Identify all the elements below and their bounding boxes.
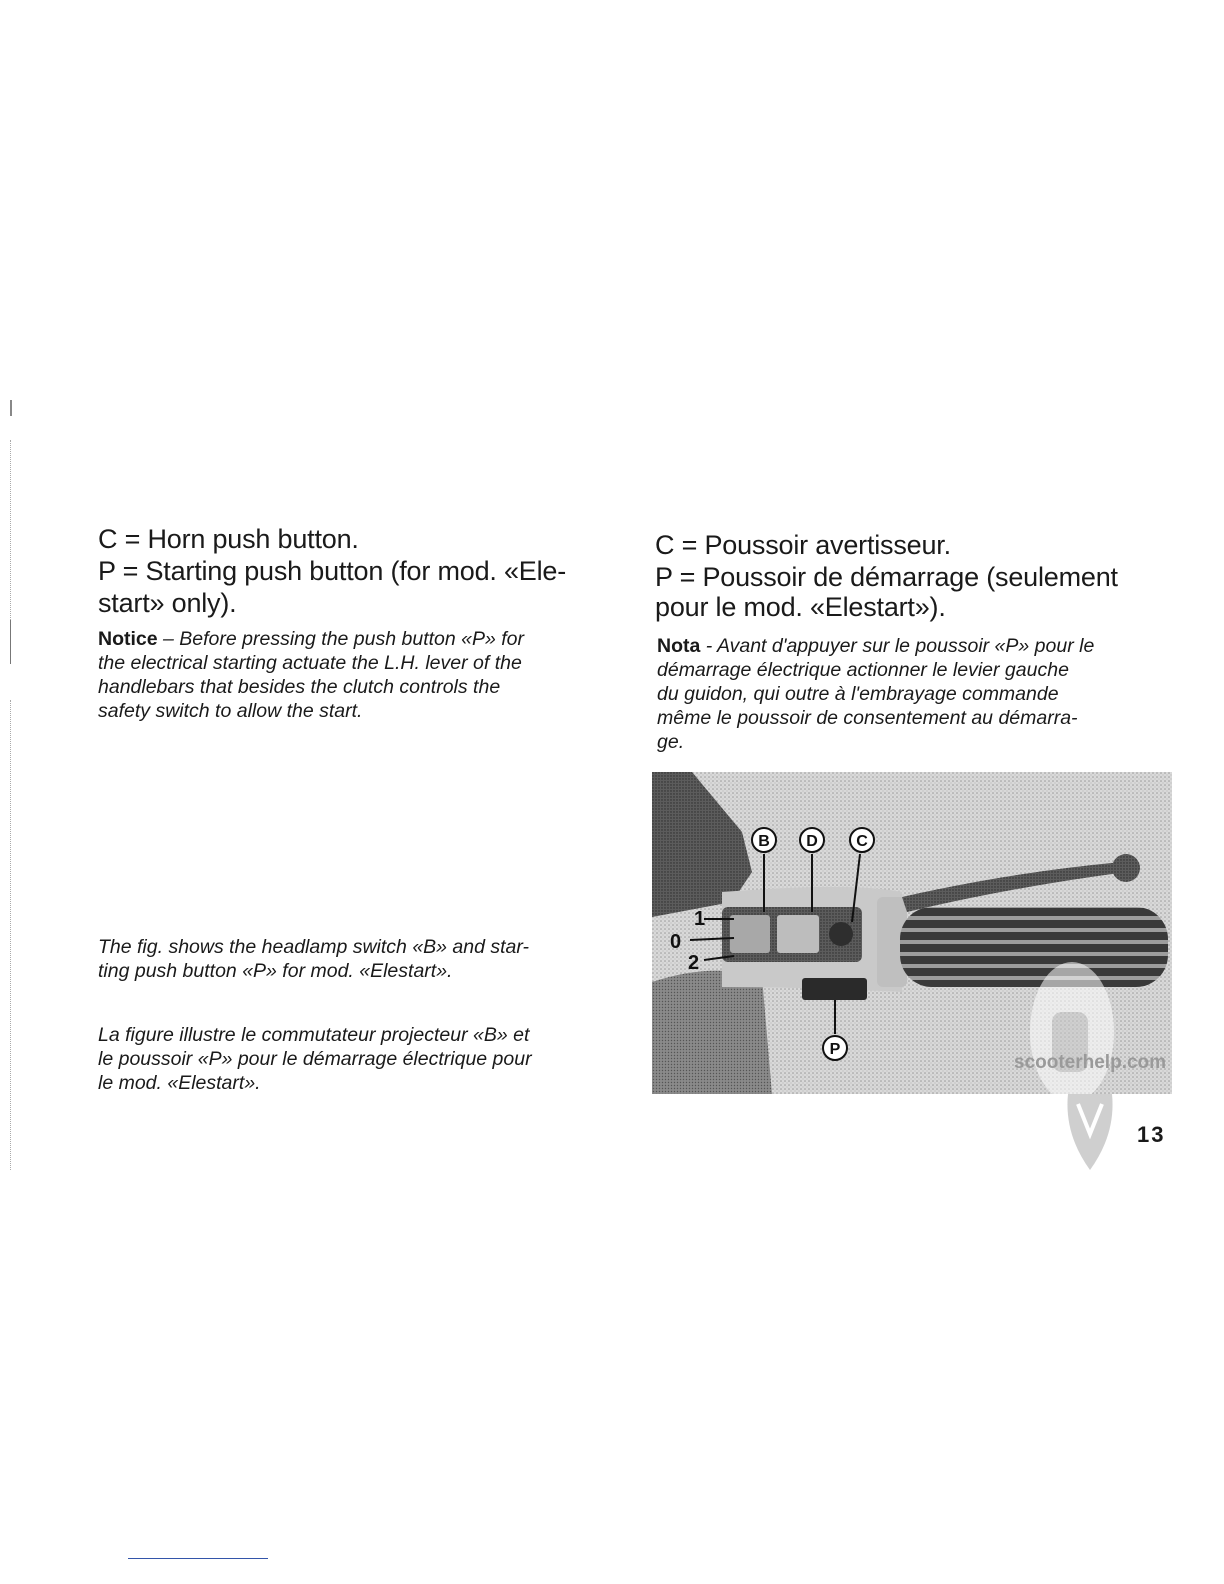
caption-fr-line-2: le poussoir «P» pour le démarrage électrique pour	[98, 1048, 532, 1070]
footer-rule	[128, 1558, 268, 1559]
callout-label-d: D	[806, 833, 818, 850]
nota-line-3: du guidon, qui outre à l'embrayage commande	[657, 683, 1059, 705]
caption-fr-line-1: La figure illustre le commutateur projecteur «B» et	[98, 1024, 530, 1046]
nota-line-4: même le poussoir de consentement au démarra-	[657, 707, 1078, 729]
callout-label-p: P	[829, 1041, 841, 1058]
headlamp-switch-b	[730, 915, 770, 953]
left-starting-line-2	[98, 588, 618, 619]
horn-button-c	[829, 922, 853, 946]
notice-line-2: the electrical starting actuate the L.H. lever of the	[98, 652, 522, 674]
left-starting-text-2: start» only).	[98, 588, 237, 618]
scan-edge-mark	[10, 620, 11, 664]
notice-line-1	[98, 627, 614, 651]
left-starting-text: P = Starting push button (for mod. «Ele-	[98, 556, 567, 586]
callout-label-b: B	[758, 833, 770, 850]
left-starting-line	[98, 556, 618, 587]
notice-label: Notice	[98, 628, 158, 650]
lever-ball-end	[1112, 854, 1140, 882]
scooter-lower-body	[652, 971, 772, 1094]
figure-caption-english	[98, 935, 618, 983]
starting-button-p	[802, 978, 867, 1000]
figure-caption-french	[98, 1023, 618, 1095]
caption-en-line-1: The fig. shows the headlamp switch «B» and star-	[98, 936, 530, 958]
handlebar-grip	[900, 907, 1168, 987]
right-horn-line	[655, 530, 1175, 561]
watermark-text: scooterhelp.com	[1014, 1052, 1167, 1073]
right-starting-line	[655, 562, 1175, 593]
position-label-1: 1	[694, 908, 706, 930]
handlebar-switch-illustration	[652, 772, 1172, 1094]
caption-en-line-2: ting push button «P» for mod. «Elestart».	[98, 960, 453, 982]
scan-edge-mark	[10, 400, 12, 416]
nota-paragraph	[657, 634, 1173, 754]
right-starting-text: P = Poussoir de démarrage (seulement	[655, 562, 1118, 592]
notice-paragraph	[98, 627, 614, 723]
nota-line-2: démarrage électrique actionner le levier gauche	[657, 659, 1069, 681]
left-horn-line	[98, 524, 618, 555]
notice-line-3: handlebars that besides the clutch controls the	[98, 676, 501, 698]
notice-text-1: – Before pressing the push button «P» for	[157, 628, 525, 650]
nota-line-5: ge.	[657, 731, 685, 753]
nota-line-1	[657, 634, 1173, 658]
caption-fr-line-3: le mod. «Elestart».	[98, 1072, 261, 1094]
handlebar-switch-photo	[652, 772, 1172, 1094]
notice-line-4: safety switch to allow the start.	[98, 700, 363, 722]
page-number: 13	[1137, 1122, 1166, 1147]
right-starting-text-2: pour le mod. «Elestart»).	[655, 592, 946, 622]
right-horn-text: C = Poussoir avertisseur.	[655, 530, 951, 560]
switch-d	[777, 915, 819, 953]
scan-edge-mark	[10, 440, 11, 620]
position-label-0: 0	[670, 931, 682, 953]
watermark-logo-tail	[1060, 1094, 1120, 1174]
nota-text-1: - Avant d'appuyer sur le poussoir «P» pour le	[700, 635, 1095, 657]
callout-label-c: C	[856, 833, 868, 850]
nota-label: Nota	[657, 635, 701, 657]
scan-edge-mark	[10, 700, 11, 1170]
position-label-2: 2	[688, 952, 700, 974]
left-horn-text: C = Horn push button.	[98, 524, 359, 554]
right-starting-line-2	[655, 592, 1175, 623]
